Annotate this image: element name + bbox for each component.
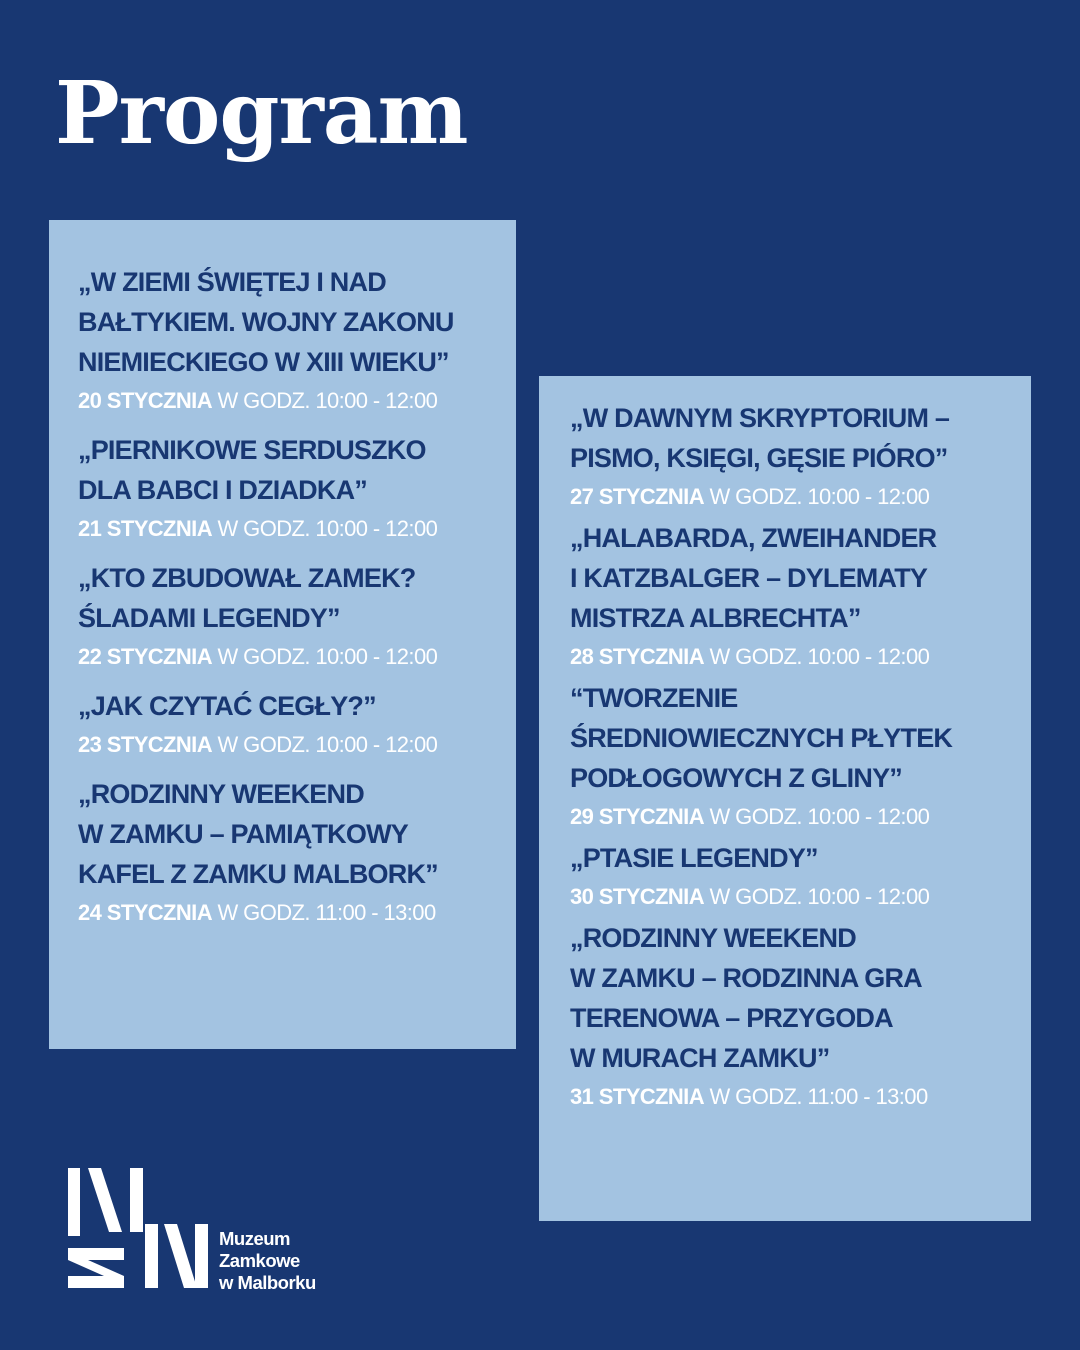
event-title: [570, 398, 1011, 478]
event-date-time: [78, 386, 496, 416]
museum-name-line: Muzeum: [219, 1228, 290, 1249]
program-event: [78, 430, 496, 544]
program-panel-left: [49, 220, 516, 1049]
program-event: [570, 678, 1011, 832]
event-date: 27 STYCZNIA: [570, 484, 704, 509]
event-date-time: [78, 514, 496, 544]
program-panel-right: [539, 376, 1031, 1221]
event-title-line: W ZAMKU – RODZINNA GRA: [570, 963, 922, 993]
event-title-line: I KATZBALGER – DYLEMATY: [570, 563, 928, 593]
event-title: [78, 686, 496, 726]
program-event: [78, 262, 496, 416]
page-title: Program: [55, 63, 468, 164]
event-time: W GODZ. 11:00 - 13:00: [217, 900, 436, 925]
event-title-line: W MURACH ZAMKU”: [570, 1043, 830, 1073]
event-time: W GODZ. 10:00 - 12:00: [217, 516, 438, 541]
event-date-time: [570, 882, 1011, 912]
event-date: 23 STYCZNIA: [78, 732, 212, 757]
event-time: W GODZ. 10:00 - 12:00: [709, 644, 930, 669]
event-time: W GODZ. 10:00 - 12:00: [709, 884, 930, 909]
event-title-line: ŚLADAMI LEGENDY”: [78, 603, 340, 633]
event-title-line: „JAK CZYTAĆ CEGŁY?”: [78, 691, 376, 721]
event-title-line: BAŁTYKIEM. WOJNY ZAKONU: [78, 307, 454, 337]
event-date-time: [570, 482, 1011, 512]
event-time: W GODZ. 11:00 - 13:00: [709, 1084, 928, 1109]
event-date-time: [78, 898, 496, 928]
event-date: 28 STYCZNIA: [570, 644, 704, 669]
event-date-time: [570, 802, 1011, 832]
program-event: [570, 518, 1011, 672]
event-title-line: „W ZIEMI ŚWIĘTEJ I NAD: [78, 267, 386, 297]
event-title-line: W ZAMKU – PAMIĄTKOWY: [78, 819, 408, 849]
event-time: W GODZ. 10:00 - 12:00: [709, 484, 930, 509]
event-title: [78, 430, 496, 510]
event-title-line: „W DAWNYM SKRYPTORIUM –: [570, 403, 950, 433]
event-time: W GODZ. 10:00 - 12:00: [709, 804, 930, 829]
event-title-line: „PIERNIKOWE SERDUSZKO: [78, 435, 426, 465]
museum-name-line: Zamkowe: [219, 1250, 300, 1271]
event-date: 31 STYCZNIA: [570, 1084, 704, 1109]
event-date: 24 STYCZNIA: [78, 900, 212, 925]
museum-name: [219, 1228, 316, 1294]
event-time: W GODZ. 10:00 - 12:00: [217, 388, 438, 413]
event-title-line: „RODZINNY WEEKEND: [570, 923, 856, 953]
event-time: W GODZ. 10:00 - 12:00: [217, 644, 438, 669]
event-title: [570, 918, 1011, 1078]
event-title-line: PISMO, KSIĘGI, GĘSIE PIÓRO”: [570, 443, 948, 473]
program-event: [78, 774, 496, 928]
event-date: 29 STYCZNIA: [570, 804, 704, 829]
event-date: 20 STYCZNIA: [78, 388, 212, 413]
event-date: 21 STYCZNIA: [78, 516, 212, 541]
event-time: W GODZ. 10:00 - 12:00: [217, 732, 438, 757]
program-event: [570, 918, 1011, 1112]
museum-logo-icon: [68, 1168, 208, 1292]
event-date-time: [570, 642, 1011, 672]
event-title: [570, 518, 1011, 638]
event-title-line: “TWORZENIE: [570, 683, 738, 713]
event-title-line: PODŁOGOWYCH Z GLINY”: [570, 763, 902, 793]
event-title-line: „HALABARDA, ZWEIHANDER: [570, 523, 937, 553]
event-title: [78, 774, 496, 894]
event-title: [570, 678, 1011, 798]
event-title: [78, 262, 496, 382]
program-event: [78, 558, 496, 672]
event-title-line: „KTO ZBUDOWAŁ ZAMEK?: [78, 563, 416, 593]
event-date-time: [78, 642, 496, 672]
event-title-line: TERENOWA – PRZYGODA: [570, 1003, 893, 1033]
event-date: 22 STYCZNIA: [78, 644, 212, 669]
event-date: 30 STYCZNIA: [570, 884, 704, 909]
program-event: [570, 398, 1011, 512]
event-title-line: NIEMIECKIEGO W XIII WIEKU”: [78, 347, 449, 377]
event-title-line: MISTRZA ALBRECHTA”: [570, 603, 861, 633]
event-title: [570, 838, 1011, 878]
event-title-line: KAFEL Z ZAMKU MALBORK”: [78, 859, 438, 889]
event-title-line: „PTASIE LEGENDY”: [570, 843, 818, 873]
event-title-line: DLA BABCI I DZIADKA”: [78, 475, 367, 505]
event-title-line: ŚREDNIOWIECZNYCH PŁYTEK: [570, 723, 953, 753]
event-date-time: [570, 1082, 1011, 1112]
museum-name-line: w Malborku: [219, 1272, 316, 1293]
program-event: [570, 838, 1011, 912]
event-title-line: „RODZINNY WEEKEND: [78, 779, 364, 809]
program-event: [78, 686, 496, 760]
event-title: [78, 558, 496, 638]
event-date-time: [78, 730, 496, 760]
